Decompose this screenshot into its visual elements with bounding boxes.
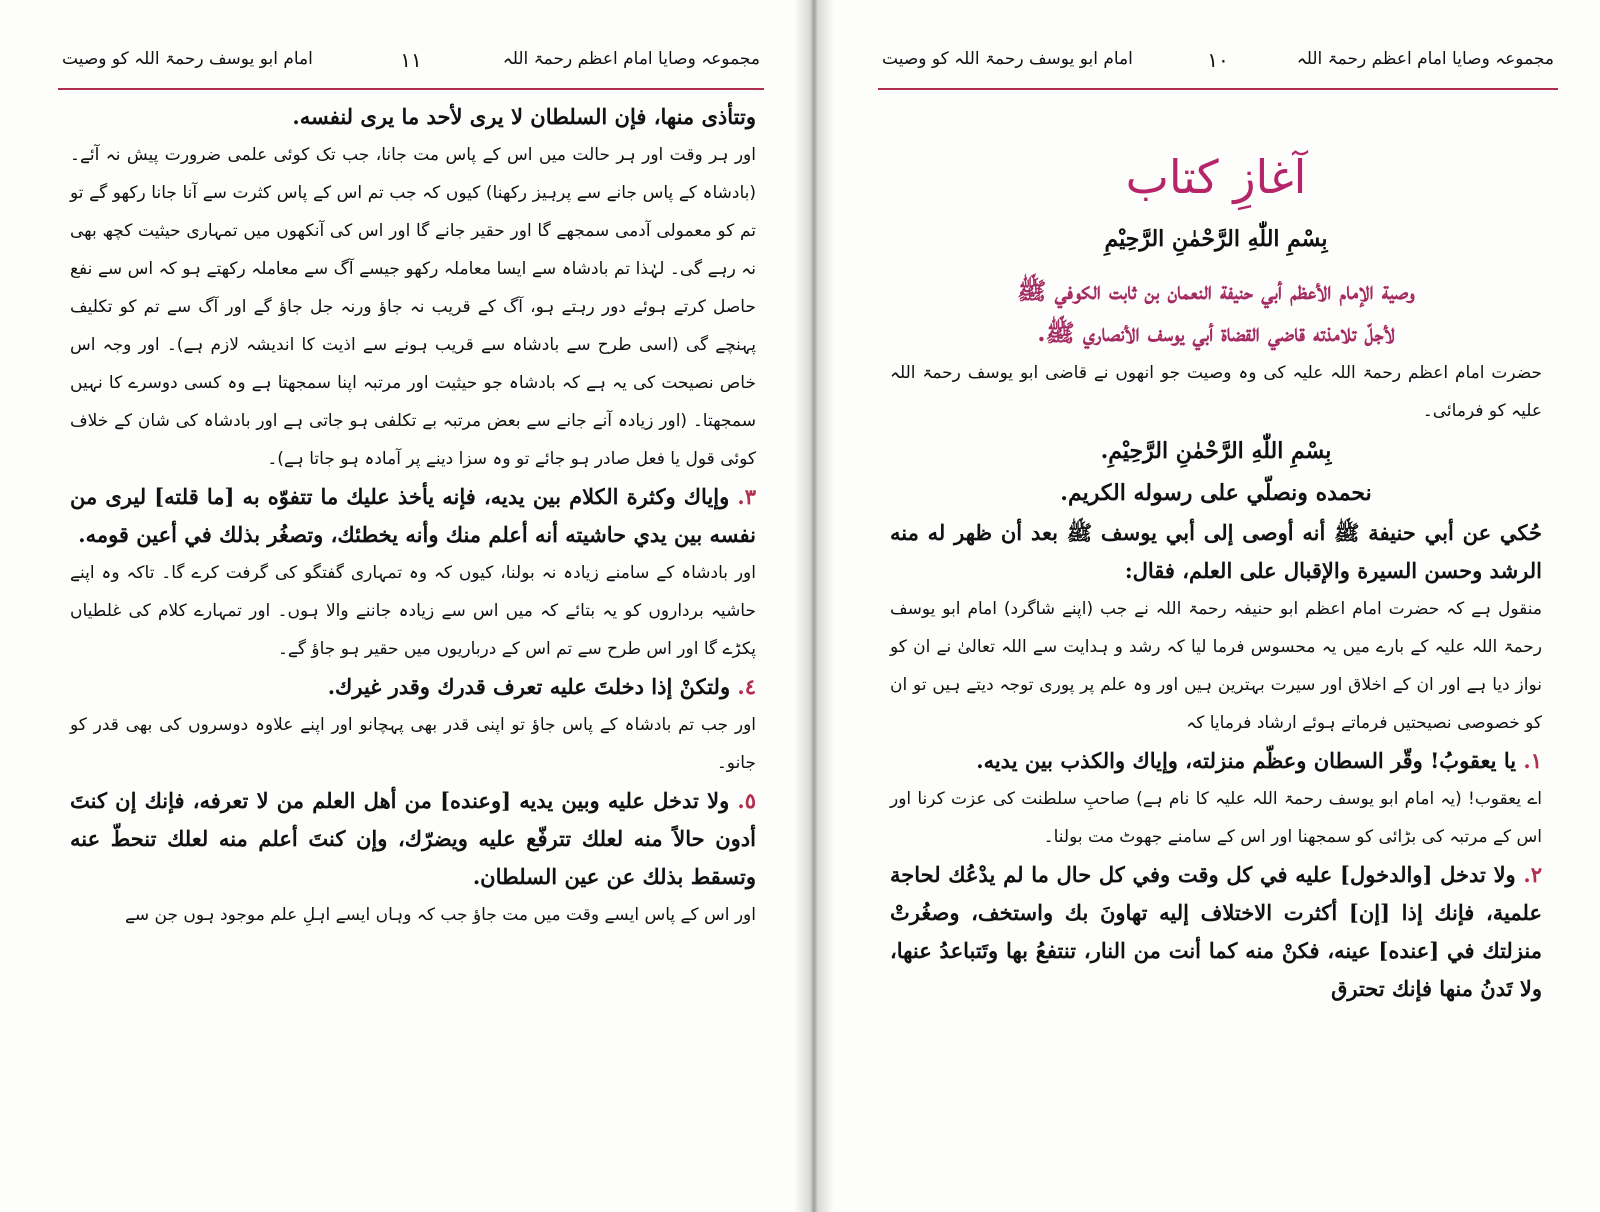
running-header	[58, 40, 764, 90]
paragraph-text: اور اس کے پاس ایسے وقت میں مت جاؤ جب کہ وہاں ایسے اہلِ علم موجود ہوں جن سے	[124, 905, 756, 925]
urdu-paragraph	[70, 554, 756, 668]
header-book-title: مجموعہ وصایا امام اعظم رحمۃ اللہ	[502, 49, 760, 69]
clause-number: ١.	[1523, 748, 1542, 773]
book-start-title: آغازِ کتاب	[1125, 150, 1307, 204]
urdu-paragraph	[890, 780, 1542, 856]
urdu-paragraph	[70, 706, 756, 782]
page-body	[70, 98, 756, 934]
paragraph-text: اور بادشاہ کے سامنے زیادہ نہ بولنا، کیوں کہ وہ تمہاری گفتگو کی گرفت کرے گا۔ تاکہ وہ اپنے حاشیہ برداروں کو یہ بتائے کہ میں اس سے زیادہ جاننے والا ہوں۔ اور تمہارے کلام کی غلطیاں پکڑے گا اور اس طرح سے تم اس کے درباریوں میں حقیر ہو جاؤ گے۔	[70, 563, 756, 659]
running-header	[878, 40, 1558, 90]
paragraph-text: حُكي عن أبي حنيفة ﷺ أنه أوصى إلى أبي يوسف ﷺ بعد أن ظهر له منه الرشد وحسن السيرة والإقبال على العلم، فقال:	[890, 520, 1542, 583]
clause-number: ٥.	[737, 788, 757, 813]
clause-number: ٣.	[737, 484, 756, 509]
paragraph-text: ولا تدخل [والدخول] عليه في كل وقت وفي كل حال ما لم يدْعُك لحاجة علمية، فإنك إذا [إن] أكثرت الاختلاف إليه تهاونَ بك واستخف، وصغُرتْ منزلتك في [عنده] عينه، فكنْ منه كما أنت من النار، تنتفعُ بها وتَتباعدُ عنها، ولا تَدنُ منها فإنك تحترق	[890, 862, 1542, 1001]
arabic-paragraph	[70, 668, 756, 706]
paragraph-text: حضرت امام اعظم رحمۃ اللہ علیہ کی وہ وصیت جو انھوں نے قاضی ابو یوسف رحمۃ اللہ علیہ کو فرمائی۔	[890, 363, 1542, 421]
page-10	[830, 0, 1600, 1212]
right-page-paragraphs	[890, 354, 1542, 1008]
paragraph-text: اور جب تم بادشاہ کے پاس جاؤ تو اپنی قدر بھی پہچانو اور اپنے علاوہ دوسروں کی بھی قدر کو جانو۔	[70, 715, 756, 773]
paragraph-text: ولتكنْ إذا دخلتَ عليه تعرف قدرك وقدر غيرك.	[327, 674, 731, 699]
header-chapter-title: امام ابو یوسف رحمۃ اللہ کو وصیت	[882, 49, 1133, 69]
urdu-paragraph	[890, 354, 1542, 430]
clause-number: ٤.	[737, 674, 756, 699]
paragraph-text: وإياك وكثرة الكلام بين يديه، فإنه يأخذ عليك ما تتفوّه به [ما قلته] ليرى من نفسه بين يدي حاشيته أنه أعلم منك وأنه يخطئك، وتصغُر بذلك في أعين قومه.	[70, 484, 756, 547]
will-title-line-1: وصية الإمام الأعظم أبي حنيفة النعمان بن ثابت الكوفي ﷺ	[1017, 276, 1415, 305]
page-number: ١١	[400, 48, 422, 72]
arabic-paragraph	[890, 514, 1542, 590]
paragraph-text: وتتأذى منها، فإن السلطان لا يرى لأحد ما يرى لنفسه.	[292, 104, 756, 129]
arabic-centered-line	[890, 472, 1542, 514]
paragraph-text: نحمده ونصلّي على رسوله الكريم.	[1060, 480, 1372, 506]
paragraph-text: ولا تدخل عليه وبين يديه [وعنده] من أهل العلم من لا تعرفه، فإنك إن كنتَ أدون حالاً منه لعلك تترفّع عليه ويضرّك، وإن كنتَ أعلم منه لعلك تنحطّ عنه وتسقط بذلك عن عين السلطان.	[70, 788, 756, 889]
paragraph-text: بِسْمِ اللّٰهِ الرَّحْمٰنِ الرَّحِيْمِ.	[1100, 438, 1332, 464]
page-number: ١٠	[1207, 48, 1229, 72]
header-chapter-title: امام ابو یوسف رحمۃ اللہ کو وصیت	[62, 49, 313, 69]
arabic-paragraph	[70, 782, 756, 896]
header-book-title: مجموعہ وصایا امام اعظم رحمۃ اللہ	[1296, 49, 1554, 69]
paragraph-text: اور ہر وقت اور ہر حالت میں اس کے پاس مت جانا، جب تک کوئی علمی ضرورت پیش نہ آئے۔(بادشاہ کے پاس جانے سے پرہیز رکھنا) کیوں کہ جب تم اس کے پاس کثرت سے آنا جانا رکھو گے تو تم کو معمولی آدمی سمجھے گا اور حقیر جانے گا اور اس کی آنکھوں میں تمہاری حیثیت کچھ بھی نہ رہے گی۔ لہٰذا تم بادشاہ سے ایسا معاملہ رکھو جیسے آگ سے معاملہ رکھتے ہو کہ اس سے نفع حاصل کرتے ہوئے دور رہتے ہو، آگ کے قریب نہ جاؤ ورنہ جل جاؤ گے اور آگ سے تم کو تکلیف پہنچے گی (اسی طرح سے بادشاہ سے قریب ہونے سے اذیت کا اندیشہ لازم ہے)۔ اور وجہ اس خاص نصیحت کی یہ ہے کہ بادشاہ جو حیثیت اور مرتبہ اپنا سمجھتا ہے وہ کسی دوسرے کا نہیں سمجھتا۔ (اور زیادہ آنے جانے سے بعض مرتبہ بے تکلفی ہو جاتی ہے اور بادشاہ کی شان کے خلاف کوئی قول یا فعل صادر ہو جائے تو وہ سزا دینے پر آمادہ ہو جاتا ہے)۔	[70, 145, 756, 469]
book-gutter	[794, 0, 834, 1212]
clause-number: ٢.	[1523, 862, 1543, 887]
arabic-centered-line	[890, 430, 1542, 472]
paragraph-text: اے یعقوب! (یہ امام ابو یوسف رحمۃ اللہ علیہ کا نام ہے) صاحبِ سلطنت کی عزت کرنا اور اس کے مرتبہ کی بڑائی کو سمجھنا اور اس کے سامنے جھوٹ مت بولنا۔	[890, 789, 1542, 847]
paragraph-text: منقول ہے کہ حضرت امام اعظم ابو حنیفہ رحمۃ اللہ نے جب (اپنے شاگرد) امام ابو یوسف رحمۃ اللہ علیہ کے بارے میں یہ محسوس فرما لیا کہ رشد و ہدایت سے اللہ تعالیٰ نے ان کو نواز دیا ہے اور ان کے اخلاق اور سیرت بہترین ہیں اور وہ علم پر پوری توجہ دیتے ہیں تو ان کو خصوصی نصیحتیں فرماتے ہوئے ارشاد فرمایا کہ	[890, 599, 1542, 733]
basmala: بِسْمِ اللّٰهِ الرَّحْمٰنِ الرَّحِيْمِ	[1104, 226, 1328, 252]
arabic-paragraph	[70, 98, 756, 136]
paragraph-text: يا يعقوبُ! وقّر السطان وعظّم منزلته، وإياك والكذب بين يديه.	[976, 748, 1517, 773]
urdu-paragraph	[890, 590, 1542, 742]
urdu-paragraph	[70, 896, 756, 934]
urdu-paragraph	[70, 136, 756, 478]
will-title-line-2: لأجلّ تلامذته قاضي القضاة أبي يوسف الأنصاري ﷺ.	[1037, 318, 1395, 347]
page-body	[890, 98, 1542, 1008]
arabic-paragraph	[890, 856, 1542, 1008]
arabic-paragraph	[70, 478, 756, 554]
arabic-paragraph	[890, 742, 1542, 780]
